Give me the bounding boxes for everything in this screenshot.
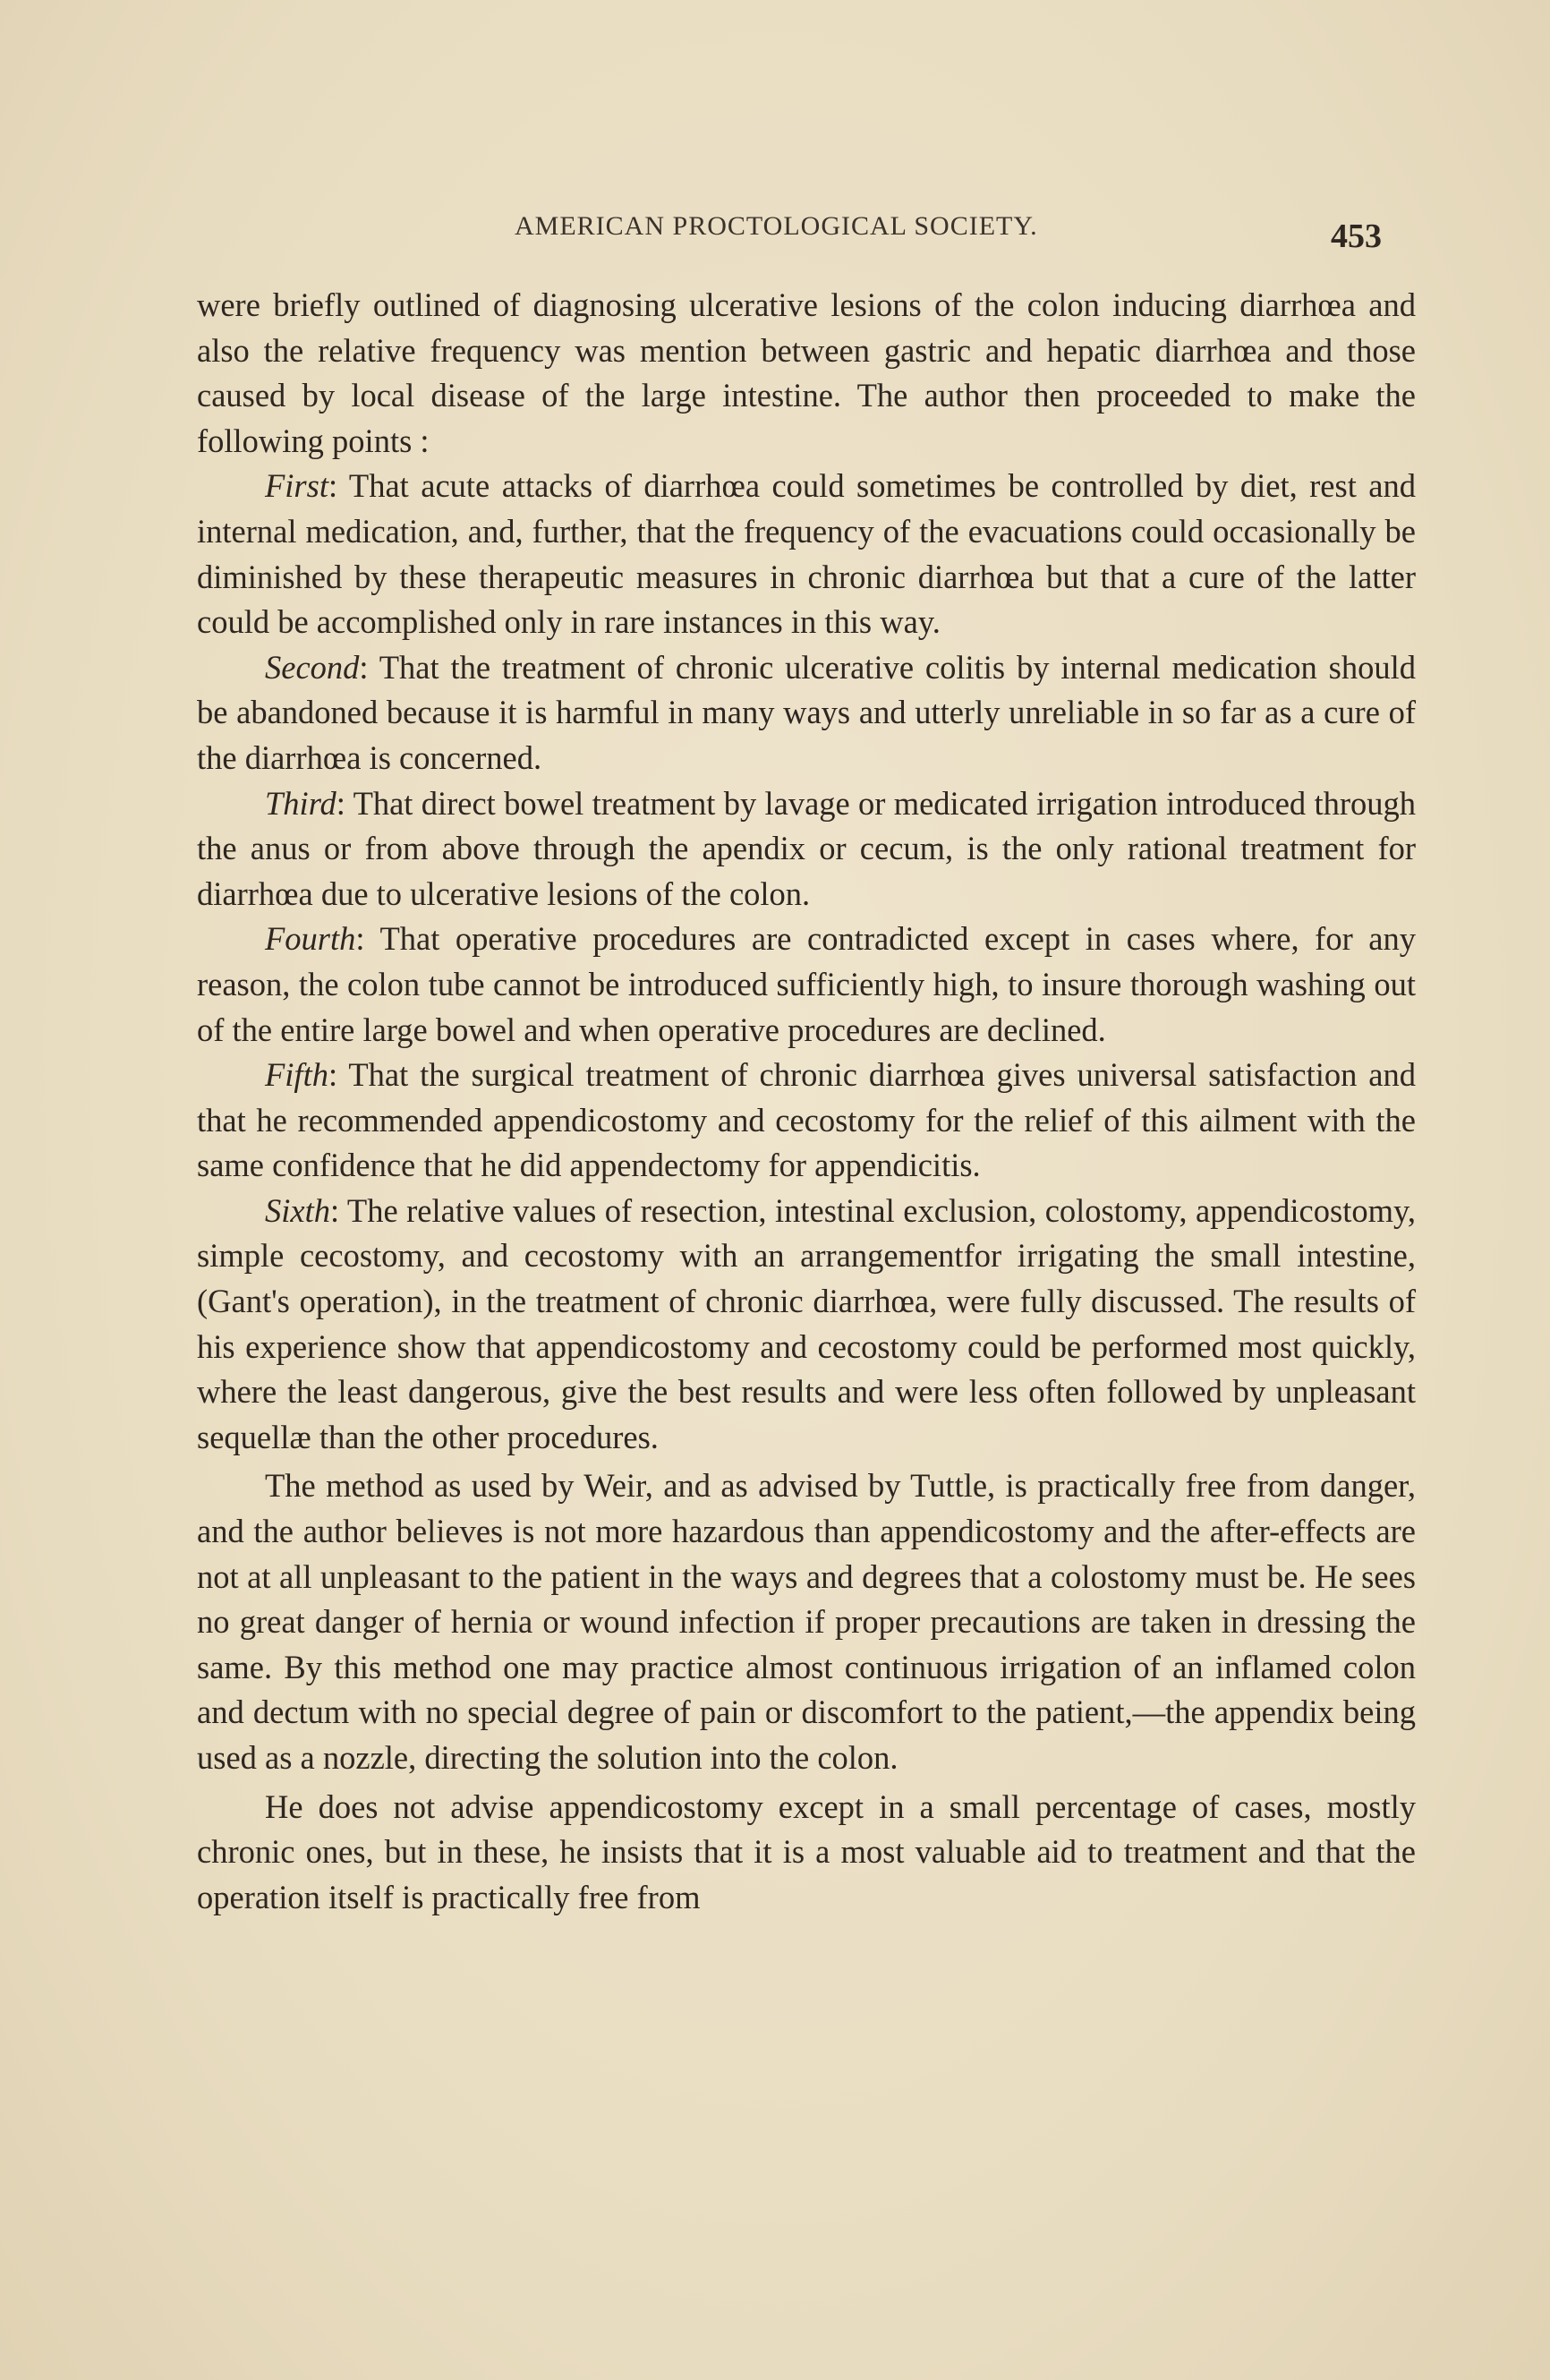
paragraph-intro <box>197 283 1416 464</box>
paragraph-sixth-point <box>197 1189 1416 1461</box>
paragraph-text: : The relative values of resection, intestinal exclusion, colostomy, appendicostomy, simple cecostomy, and cecostomy with an arrangementfor irrigating the small intestine, (Gant's operation), in the treatment of chronic diarrhœa, were fully discussed. The results of his experience show that appendicostomy and cecostomy could be performed most quickly, where the least dangerous, give the best results and were less often followed by unpleasant sequellæ than the other procedures. <box>197 1191 1416 1455</box>
running-head: AMERICAN PROCTOLOGICAL SOCIETY. <box>515 211 1038 241</box>
paragraph-third-point <box>197 781 1416 917</box>
paragraph-text: : That operative procedures are contradicted except in cases where, for any reason, the colon tube cannot be introduced sufficiently high, to insure thorough washing out of the entire large bowel and when operative procedures are declined. <box>197 920 1416 1048</box>
page-number: 453 <box>1331 218 1382 255</box>
paragraph-fourth-point <box>197 917 1416 1053</box>
point-lead: Sixth <box>265 1191 330 1229</box>
paragraph-advice <box>197 1785 1416 1921</box>
paragraph-text: : That the treatment of chronic ulcerative colitis by internal medication should be abandoned because it is harmful in many ways and utterly unreliable in so far as a cure of the diarrhœa is concerned. <box>197 648 1416 776</box>
paragraph-text: were briefly outlined of diagnosing ulcerative lesions of the colon inducing diarrhœa and also the relative frequency was mention between gastric and hepatic diarrhœa and those caused by local disease of the large intestine. The author then proceeded to make the following points : <box>197 286 1416 459</box>
paragraph-first-point <box>197 464 1416 644</box>
paragraph-fifth-point <box>197 1053 1416 1189</box>
paragraph-text: : That acute attacks of diarrhœa could sometimes be controlled by diet, rest and internal medication, and, further, that the frequency of the evacuations could occasionally be diminished by these therapeutic measures in chronic diarrhœa but that a cure of the latter could be accomplished only in rare instances in this way. <box>197 467 1416 641</box>
point-lead: Fifth <box>265 1056 328 1094</box>
point-lead: First <box>265 467 328 505</box>
paragraph-text: : That direct bowel treatment by lavage or medicated irrigation introduced through the anus or from above through the apendix or cecum, is the only rational treatment for diarrhœa due to ulcerative lesions of the colon. <box>197 784 1416 912</box>
body-text <box>197 283 1416 1920</box>
paragraph-second-point <box>197 645 1416 781</box>
paragraph-text: He does not advise appendicostomy except in a small percentage of cases, mostly chronic ones, but in these, he insists that it is a most valuable aid to treatment and that the operation itself is practically free from <box>197 1787 1416 1915</box>
point-lead: Second <box>265 648 360 686</box>
paragraph-text: : That the surgical treatment of chronic diarrhœa gives universal satisfaction and that he recommended appendicostomy and cecostomy for the relief of this ailment with the same confidence that he did appendectomy for appendicitis. <box>197 1056 1416 1184</box>
paragraph-weir-method <box>197 1463 1416 1780</box>
paragraph-text: The method as used by Weir, and as advised by Tuttle, is practically free from danger, and the author believes is not more hazardous than appendicostomy and the after-effects are not at all unpleasant to the patient in the ways and degrees that a colostomy must be. He sees no great danger of hernia or wound infection if proper precautions are taken in dressing the same. By this method one may practice almost continuous irrigation of an inflamed colon and dectum with no special degree of pain or discomfort to the patient,—the appendix being used as a nozzle, directing the solution into the colon. <box>197 1467 1416 1776</box>
point-lead: Fourth <box>265 920 356 958</box>
point-lead: Third <box>265 784 336 822</box>
